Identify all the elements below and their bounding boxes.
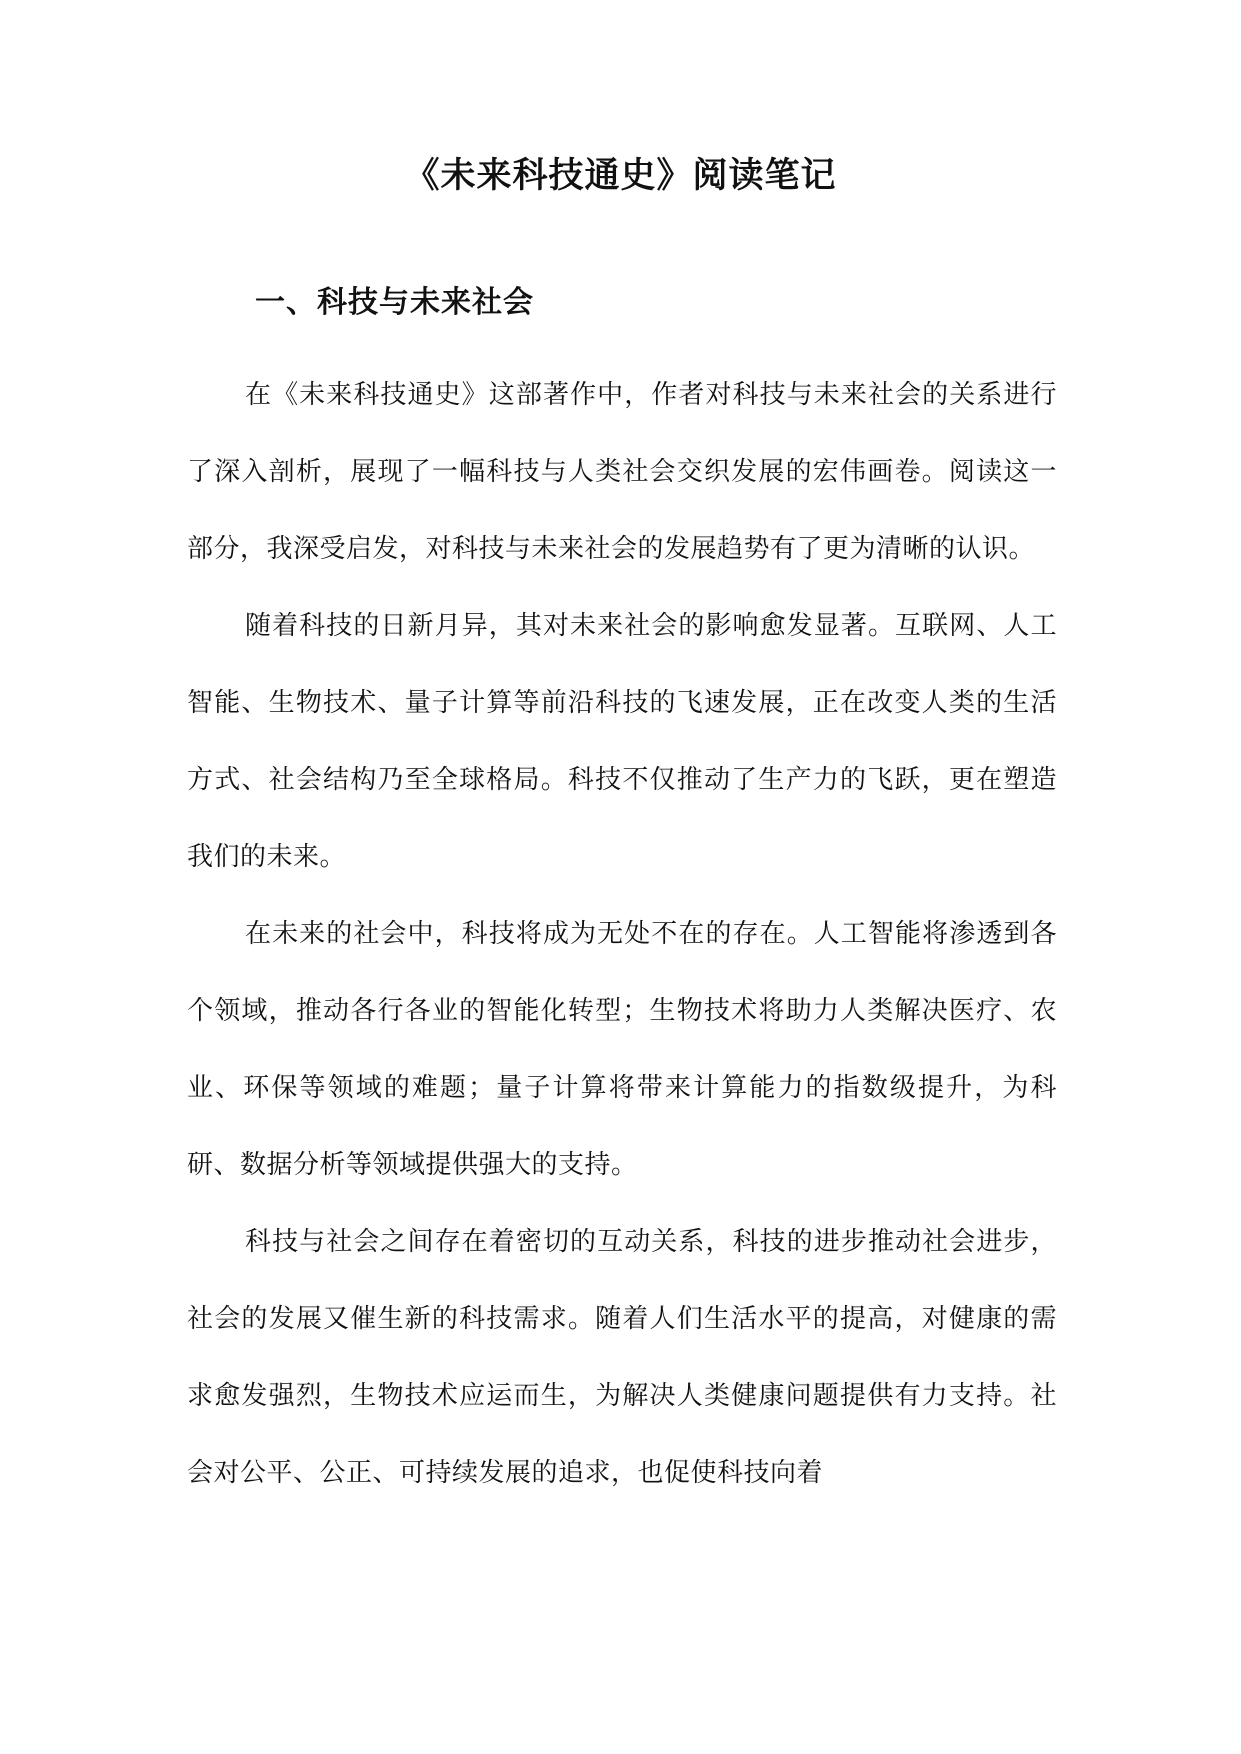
section-heading: 一、科技与未来社会 [255, 285, 534, 320]
paragraph-1: 在《未来科技通史》这部著作中，作者对科技与未来社会的关系进行了深入剖析，展现了一幅科技与人类社会交织发展的宏伟画卷。阅读这一部分，我深受启发，对科技与未来社会的发展趋势有了更为清晰的认识。 [187, 380, 1057, 564]
section-body [187, 357, 1057, 1512]
paragraph-3: 在未来的社会中，科技将成为无处不在的存在。人工智能将渗透到各个领域，推动各行各业的智能化转型；生物技术将助力人类解决医疗、农业、环保等领域的难题；量子计算将带来计算能力的指数级提升，为科研、数据分析等领域提供强大的支持。 [187, 919, 1057, 1180]
paragraph-2: 随着科技的日新月异，其对未来社会的影响愈发显著。互联网、人工智能、生物技术、量子计算等前沿科技的飞速发展，正在改变人类的生活方式、社会结构乃至全球格局。科技不仅推动了生产力的飞跃，更在塑造我们的未来。 [187, 611, 1057, 872]
paragraph-4: 科技与社会之间存在着密切的互动关系，科技的进步推动社会进步，社会的发展又催生新的科技需求。随着人们生活水平的提高，对健康的需求愈发强烈，生物技术应运而生，为解决人类健康问题提供有力支持。社会对公平、公正、可持续发展的追求，也促使科技向着 [187, 1227, 1057, 1488]
document-title: 《未来科技通史》阅读笔记 [404, 155, 837, 196]
